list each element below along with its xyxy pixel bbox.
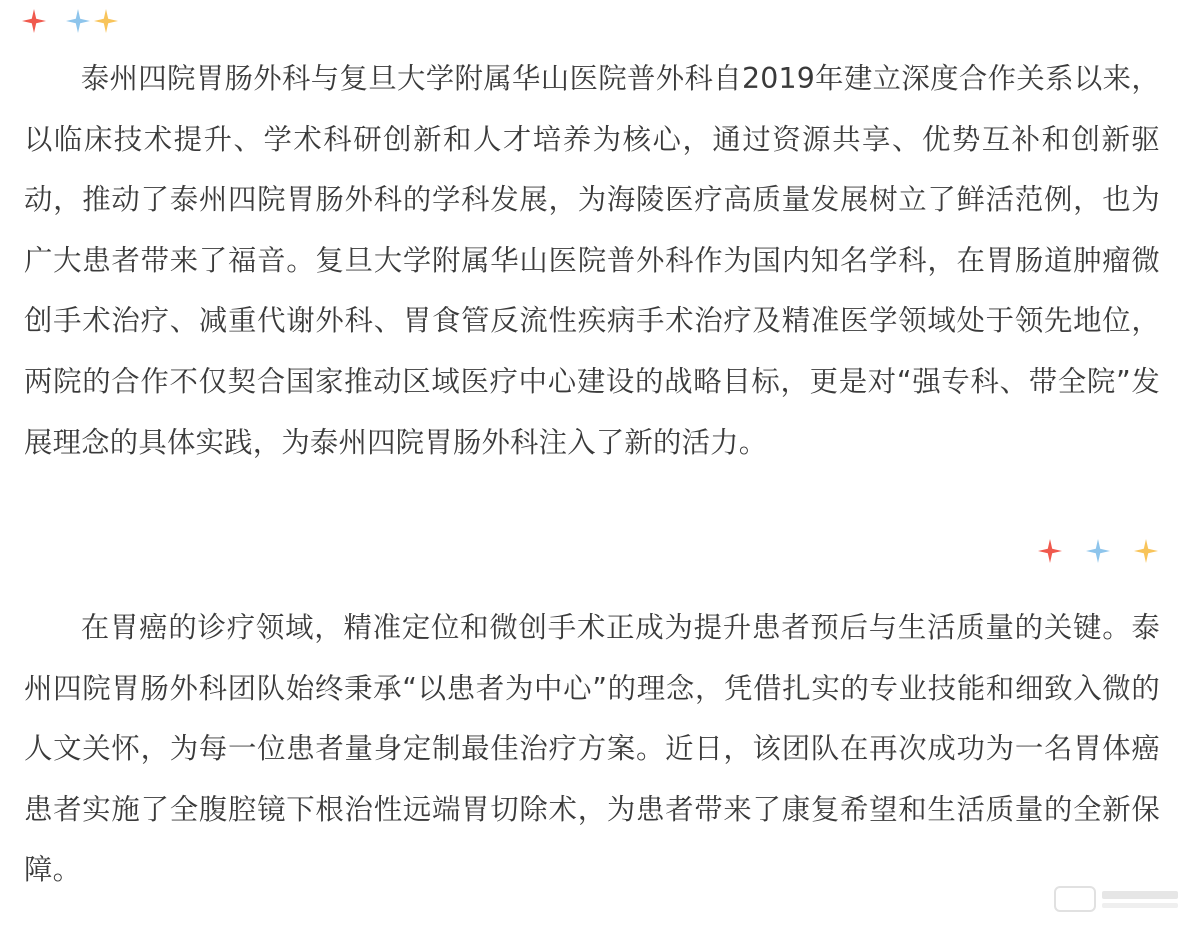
- star-blue-icon: [1086, 539, 1110, 563]
- watermark-logo-icon: [1054, 886, 1096, 912]
- star-red-icon: [22, 9, 46, 33]
- star-blue-icon: [66, 9, 90, 33]
- top-star-divider: [22, 9, 122, 33]
- article-paragraph-1: 泰州四院胃肠外科与复旦大学附属华山医院普外科自2019年建立深度合作关系以来，以临床技术提升、学术科研创新和人才培养为核心，通过资源共享、优势互补和创新驱动，推动了泰州四院胃肠外科的学科发展，为海陵医疗高质量发展树立了鲜活范例，也为广大患者带来了福音。复旦大学附属华山医院普外科作为国内知名学科，在胃肠道肿瘤微创手术治疗、减重代谢外科、胃食管反流性疾病手术治疗及精准医学领域处于领先地位，两院的合作不仅契合国家推动区域医疗中心建设的战略目标，更是对“强专科、带全院”发展理念的具体实践，为泰州四院胃肠外科注入了新的活力。: [24, 62, 1160, 459]
- middle-star-divider: [1014, 539, 1158, 563]
- star-red-icon: [1038, 539, 1062, 563]
- star-yellow-icon: [94, 9, 118, 33]
- star-yellow-icon: [1134, 539, 1158, 563]
- watermark-text: [1102, 891, 1178, 908]
- article-paragraph-2: 在胃癌的诊疗领域，精准定位和微创手术正成为提升患者预后与生活质量的关键。泰州四院胃肠外科团队始终秉承“以患者为中心”的理念，凭借扎实的专业技能和细致入微的人文关怀，为每一位患者量身定制最佳治疗方案。近日，该团队在再次成功为一名胃体癌患者实施了全腹腔镜下根治性远端胃切除术，为患者带来了康复希望和生活质量的全新保障。: [24, 611, 1160, 887]
- site-watermark: [1054, 886, 1178, 912]
